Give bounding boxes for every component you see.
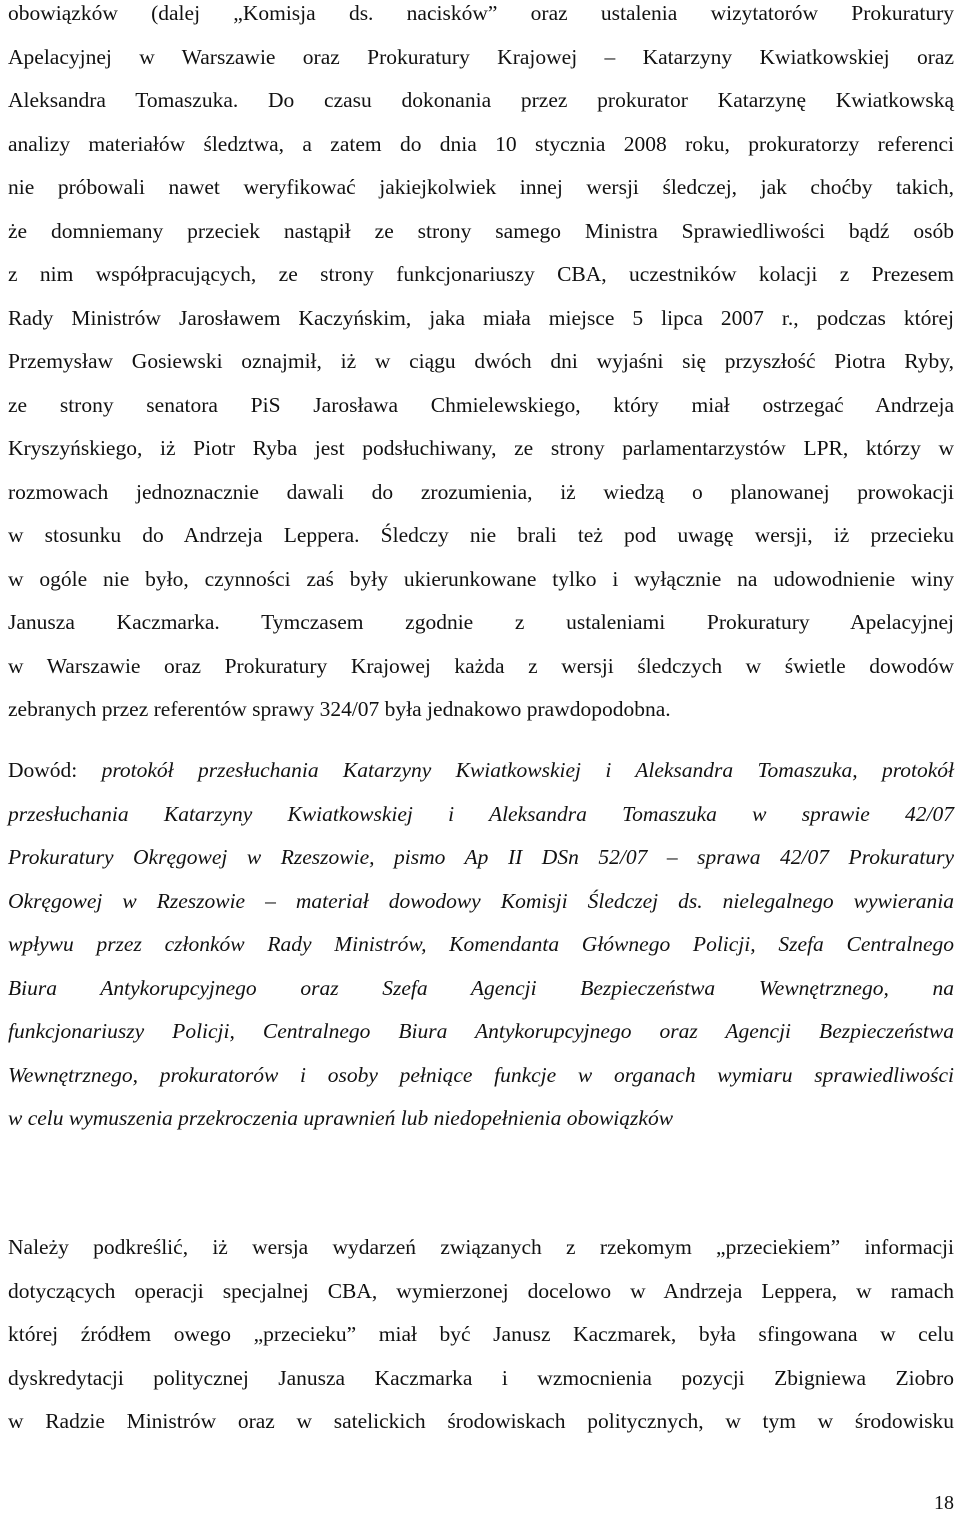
text-line: Rady Ministrów Jarosławem Kaczyńskim, jaka miała miejsce 5 lipca 2007 r., podczas której: [8, 305, 954, 330]
text-line: Wewnętrznego, prokuratorów i osoby pełniące funkcje w organach wymiaru sprawiedliwości: [8, 1062, 954, 1087]
text-line: Apelacyjnej w Warszawie oraz Prokuratury Krajowej – Katarzyny Kwiatkowskiej oraz: [8, 44, 954, 69]
text-line: Janusza Kaczmarka. Tymczasem zgodnie z ustaleniami Prokuratury Apelacyjnej: [8, 610, 954, 634]
text-line: w Radzie Ministrów oraz w satelickich środowiskach politycznych, w tym w środowisku: [8, 1409, 954, 1433]
text-line: Biura Antykorupcyjnego oraz Szefa Agencji Bezpieczeństwa Wewnętrznego, na: [8, 975, 954, 1000]
evidence-block: [8, 757, 954, 1149]
text-line: wpływu przez członków Rady Ministrów, Komendanta Głównego Policji, Szefa Centralnego: [8, 932, 954, 956]
text-line: w ogóle nie było, czynności zaś były ukierunkowane tylko i wyłącznie na udowodnienie winy: [8, 566, 954, 591]
text-line: nie próbowali nawet weryfikować jakiejkolwiek innej wersji śledczej, jak choćby takich,: [8, 175, 954, 199]
evidence-first-line: [8, 757, 954, 801]
document-page: [8, 0, 954, 1513]
text-line: że domniemany przeciek nastąpił ze strony samego Ministra Sprawiedliwości bądź osób: [8, 218, 954, 243]
paragraph-leak-version: [8, 1234, 954, 1452]
text-line: Okręgowej w Rzeszowie – materiał dowodowy Komisji Śledczej ds. nielegalnego wywierania: [8, 888, 954, 913]
evidence-first-line-text: protokół przesłuchania Katarzyny Kwiatkowskiej i Aleksandra Tomaszuka, protokół: [101, 758, 954, 782]
text-line: funkcjonariuszy Policji, Centralnego Biura Antykorupcyjnego oraz Agencji Bezpieczeństwa: [8, 1019, 954, 1043]
text-line: w stosunku do Andrzeja Leppera. Śledczy nie brali też pod uwagę wersji, iż przecieku: [8, 523, 954, 547]
text-line: zebranych przez referentów sprawy 324/07 była jednakowo prawdopodobna.: [8, 697, 671, 721]
page-number: 18: [934, 1492, 954, 1514]
text-line: Prokuratury Okręgowej w Rzeszowie, pismo Ap II DSn 52/07 – sprawa 42/07 Prokuratury: [8, 845, 954, 869]
text-line: której źródłem owego „przecieku” miał być Janusz Kaczmarek, była sfingowana w celu: [8, 1322, 954, 1346]
text-line: Przemysław Gosiewski oznajmił, iż w ciągu dwóch dni wyjaśni się przyszłość Piotra Ryby,: [8, 349, 954, 373]
text-line: Należy podkreślić, iż wersja wydarzeń związanych z rzekomym „przeciekiem” informacji: [8, 1235, 954, 1259]
text-line: rozmowach jednoznacznie dawali do zrozumienia, iż wiedzą o planowanej prowokacji: [8, 479, 954, 504]
text-line: z nim współpracujących, ze strony funkcjonariuszy CBA, uczestników kolacji z Prezesem: [8, 262, 954, 286]
text-line: Kryszyńskiego, iż Piotr Ryba jest podsłuchiwany, ze strony parlamentarzystów LPR, którzy w: [8, 436, 954, 460]
evidence-label: Dowód:: [8, 758, 102, 782]
text-line: analizy materiałów śledztwa, a zatem do dnia 10 stycznia 2008 roku, prokuratorzy referenci: [8, 131, 954, 156]
text-line: w celu wymuszenia przekroczenia uprawnień lub niedopełnienia obowiązków: [8, 1106, 674, 1130]
text-line: ze strony senatora PiS Jarosława Chmielewskiego, który miał ostrzegać Andrzeja: [8, 392, 954, 417]
paragraph-investigation: [8, 0, 954, 740]
text-line: dotyczących operacji specjalnej CBA, wymierzonej docelowo w Andrzeja Leppera, w ramach: [8, 1278, 954, 1303]
text-line: przesłuchania Katarzyny Kwiatkowskiej i Aleksandra Tomaszuka w sprawie 42/07: [8, 801, 954, 826]
text-line: obowiązków (dalej „Komisja ds. nacisków” oraz ustalenia wizytatorów Prokuratury: [8, 1, 954, 25]
text-line: w Warszawie oraz Prokuratury Krajowej każda z wersji śledczych w świetle dowodów: [8, 653, 954, 678]
text-line: Aleksandra Tomaszuka. Do czasu dokonania przez prokurator Katarzynę Kwiatkowską: [8, 88, 954, 112]
text-line: dyskredytacji politycznej Janusza Kaczmarka i wzmocnienia pozycji Zbigniewa Ziobro: [8, 1365, 954, 1390]
